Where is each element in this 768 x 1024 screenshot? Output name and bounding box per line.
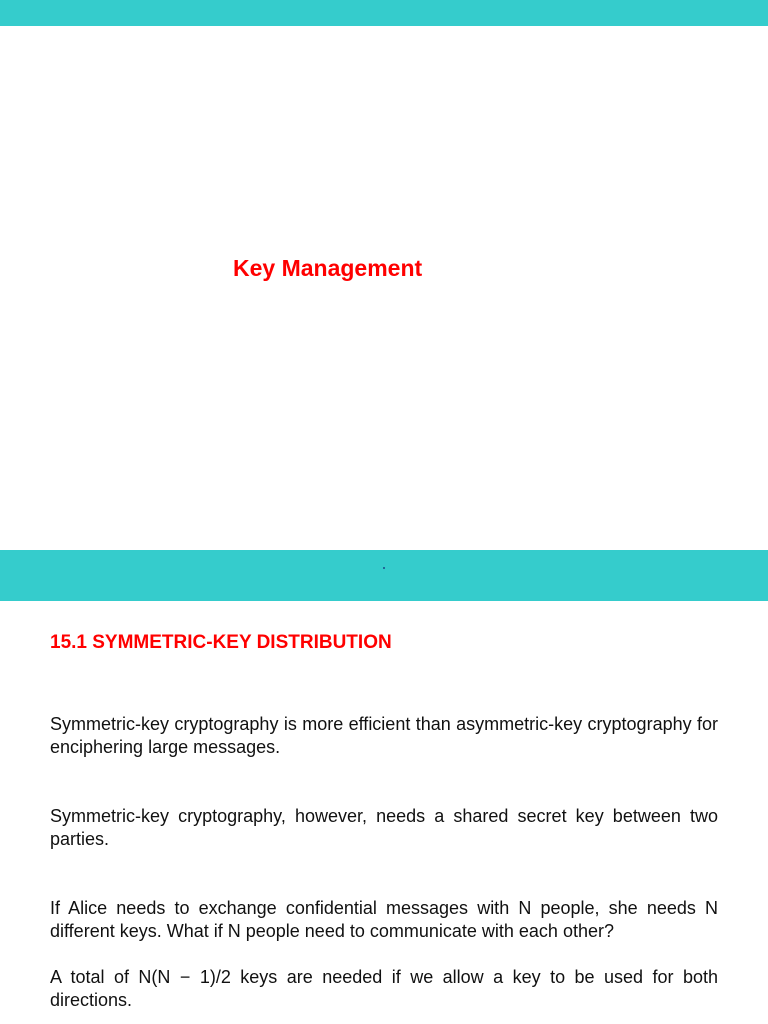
divider-band <box>0 550 768 601</box>
paragraph-key-total: A total of N(N − 1)/2 keys are needed if we allow a key to be used for both directions. <box>50 967 718 1010</box>
paragraph-shared-key: Symmetric-key cryptography, however, needs a shared secret key between two parties. <box>50 806 718 849</box>
paragraph-efficiency: Symmetric-key cryptography is more efficient than asymmetric-key cryptography for enciphering large messages. <box>50 714 718 757</box>
paragraph-alice-keys: If Alice needs to exchange confidential messages with N people, she needs N different keys. What if N people need to communicate with each other? <box>50 898 718 941</box>
section-heading: 15.1 SYMMETRIC-KEY DISTRIBUTION <box>50 632 392 653</box>
top-band <box>0 0 768 26</box>
slide-title: Key Management <box>233 255 423 281</box>
band-marker-dot <box>383 567 385 569</box>
